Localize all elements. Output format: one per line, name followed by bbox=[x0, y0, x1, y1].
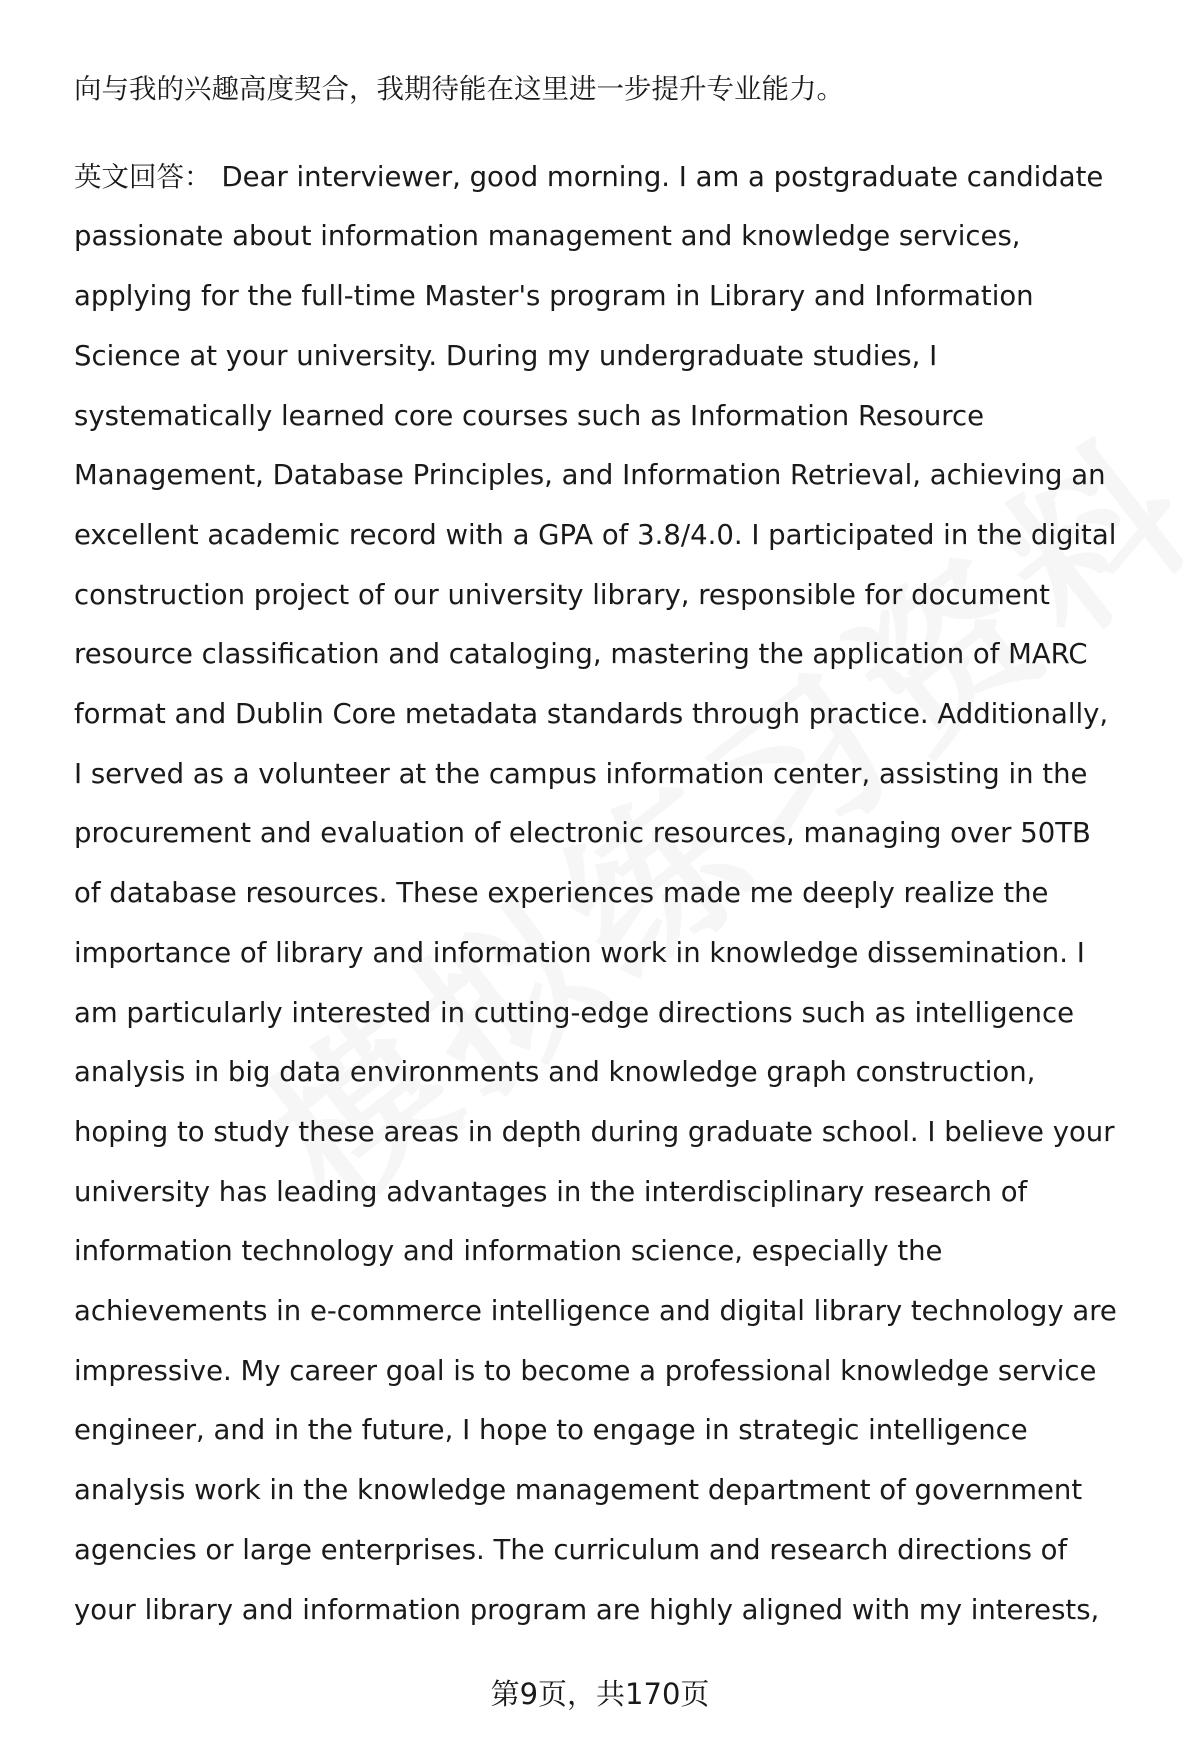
answer-line-text: Dear interviewer, good morning. I am a postgraduate candidate bbox=[221, 160, 1104, 193]
answer-line: engineer, and in the future, I hope to engage in strategic intelligence bbox=[74, 1414, 1028, 1447]
answer-line: excellent academic record with a GPA of 3.8/4.0. I participated in the digital bbox=[74, 518, 1117, 551]
answer-line: information technology and information science, especially the bbox=[74, 1235, 943, 1268]
answer-line: agencies or large enterprises. The curriculum and research directions of bbox=[74, 1533, 1068, 1566]
answer-line: I served as a volunteer at the campus information center, assisting in the bbox=[74, 757, 1088, 790]
answer-line: procurement and evaluation of electronic resources, managing over 50TB bbox=[74, 817, 1091, 850]
answer-line: analysis work in the knowledge management department of government bbox=[74, 1474, 1083, 1507]
intro-line: 向与我的兴趣高度契合，我期待能在这里进一步提升专业能力。 bbox=[74, 73, 844, 105]
answer-line: impressive. My career goal is to become a professional knowledge service bbox=[74, 1354, 1097, 1387]
answer-line: applying for the full-time Master's program in Library and Information bbox=[74, 280, 1034, 313]
page-indicator: 第9页，共170页 bbox=[490, 1677, 710, 1711]
answer-line: of database resources. These experiences made me deeply realize the bbox=[74, 877, 1049, 910]
answer-line: your library and information program are highly aligned with my interests, bbox=[74, 1593, 1100, 1626]
paragraph-gap bbox=[74, 120, 1154, 148]
answer-line: Management, Database Principles, and Information Retrieval, achieving an bbox=[74, 459, 1106, 492]
answer-line: importance of library and information work in knowledge dissemination. I bbox=[74, 936, 1085, 969]
answer-line: systematically learned core courses such as Information Resource bbox=[74, 399, 985, 432]
answer-line: resource classification and cataloging, mastering the application of MARC bbox=[74, 638, 1088, 671]
answer-line: achievements in e-commerce intelligence and digital library technology are bbox=[74, 1295, 1117, 1328]
document-body bbox=[74, 60, 1154, 1640]
answer-line: am particularly interested in cutting-edge directions such as intelligence bbox=[74, 996, 1074, 1029]
answer-label: 英文回答： bbox=[74, 160, 212, 193]
answer-line: hoping to study these areas in depth during graduate school. I believe your bbox=[74, 1115, 1115, 1148]
answer-line: construction project of our university library, responsible for document bbox=[74, 578, 1050, 611]
answer-line: Science at your university. During my undergraduate studies, I bbox=[74, 339, 938, 372]
answer-line: passionate about information management and knowledge services, bbox=[74, 220, 1021, 253]
answer-line: university has leading advantages in the interdisciplinary research of bbox=[74, 1175, 1028, 1208]
answer-line: analysis in big data environments and knowledge graph construction, bbox=[74, 1056, 1036, 1089]
answer-line: format and Dublin Core metadata standards through practice. Additionally, bbox=[74, 698, 1109, 731]
page-footer bbox=[0, 1672, 1200, 1716]
answer-line bbox=[74, 148, 1154, 208]
